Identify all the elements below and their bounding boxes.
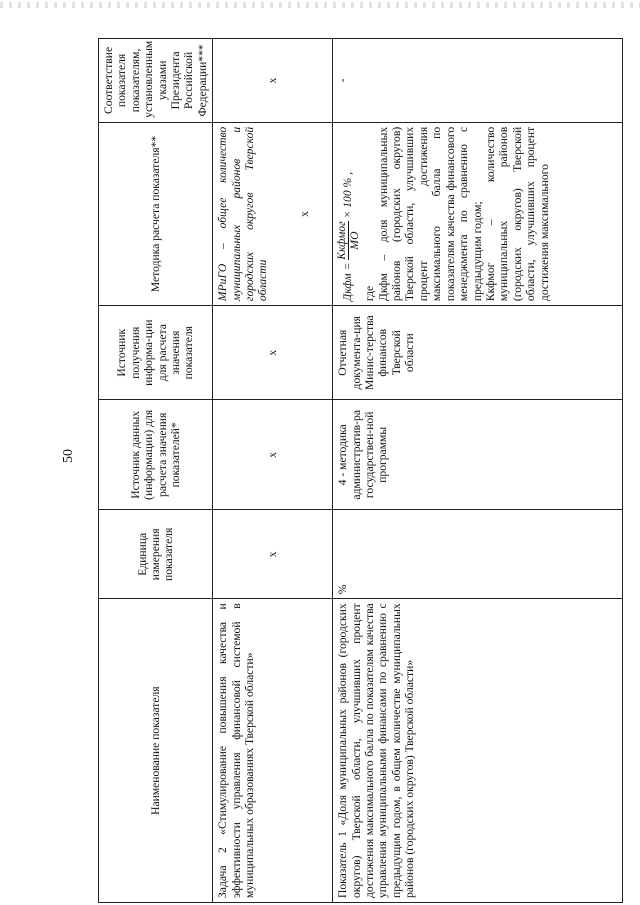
row-indicator-compliance: - (333, 39, 623, 123)
method-kkfmog-def: Ккфмог – количество муниципальных районов (городских округов) Тверской области, улучшивших процент достижения максимального (483, 126, 551, 302)
table-row (333, 39, 623, 903)
page-number: 50 (61, 449, 76, 463)
table-row (213, 39, 333, 903)
header-source-info: Источник получения информа-ции для расчета значения показателя (99, 306, 213, 400)
row-indicator-method (333, 122, 623, 305)
formula (336, 127, 361, 301)
header-method: Методика расчета показателя** (99, 122, 213, 305)
row-indicator-source-data: 4 - методика административ-ра государствен-ной программы (333, 400, 623, 510)
row-task-unit: х (213, 510, 333, 599)
row-indicator-name: Показатель 1 «Доля муниципальных районов (городских округов) Тверской области, улучшивших процент достижения максимального балла по показателям качества управления муниципальными финансами по сравнению с предыдущим годом, в общем количестве муниципальных районов (городских округов) Тверской области» (333, 599, 623, 903)
method-x: х (297, 211, 311, 217)
header-source-data: Источник данных (информации) для расчета значения показателей* (99, 400, 213, 510)
header-compliance: Соответствие показателя показателям, установленным указами Президента Российской Федерации*** (99, 39, 213, 123)
formula-lhs: Дкфм = (341, 262, 355, 302)
table-header-row (99, 39, 213, 903)
scan-artifact (0, 2, 640, 8)
formula-denominator: МО (348, 231, 362, 250)
formula-fraction (336, 221, 361, 259)
header-name: Наименование показателя (99, 599, 213, 903)
row-task-method (213, 122, 333, 305)
formula-numerator: Кк‌фмог (335, 221, 349, 260)
method-dkfm-def: Дкфм – доля муниципальных районов (городских округов) Тверской области, улучшивших процент достижения максимального балла по показателям качества финансового менеджмента по сравнению с предыдущим годом; (376, 126, 484, 302)
row-indicator-unit: % (333, 510, 623, 599)
row-task-name: Задача 2 «Стимулирование повышения качества и эффективности управления финансовой системой в муниципальных образованиях Тверской области» (213, 599, 333, 903)
row-task-source-data: х (213, 400, 333, 510)
method-mrigo-text: МРиГО – общее количество муниципальных районов и городских округов Тверской области (216, 126, 270, 302)
row-task-source-info: х (213, 306, 333, 400)
header-unit: Единица измерения показателя (99, 510, 213, 599)
method-where: где (363, 285, 377, 302)
row-indicator-source-info: Отчетная документа-ция Минис-терства финансов Тверской области (333, 306, 623, 400)
rotated-table-page (98, 38, 623, 903)
row-task-compliance: х (213, 39, 333, 123)
formula-rhs: × 100 % , (341, 172, 355, 219)
indicator-table (98, 38, 623, 903)
